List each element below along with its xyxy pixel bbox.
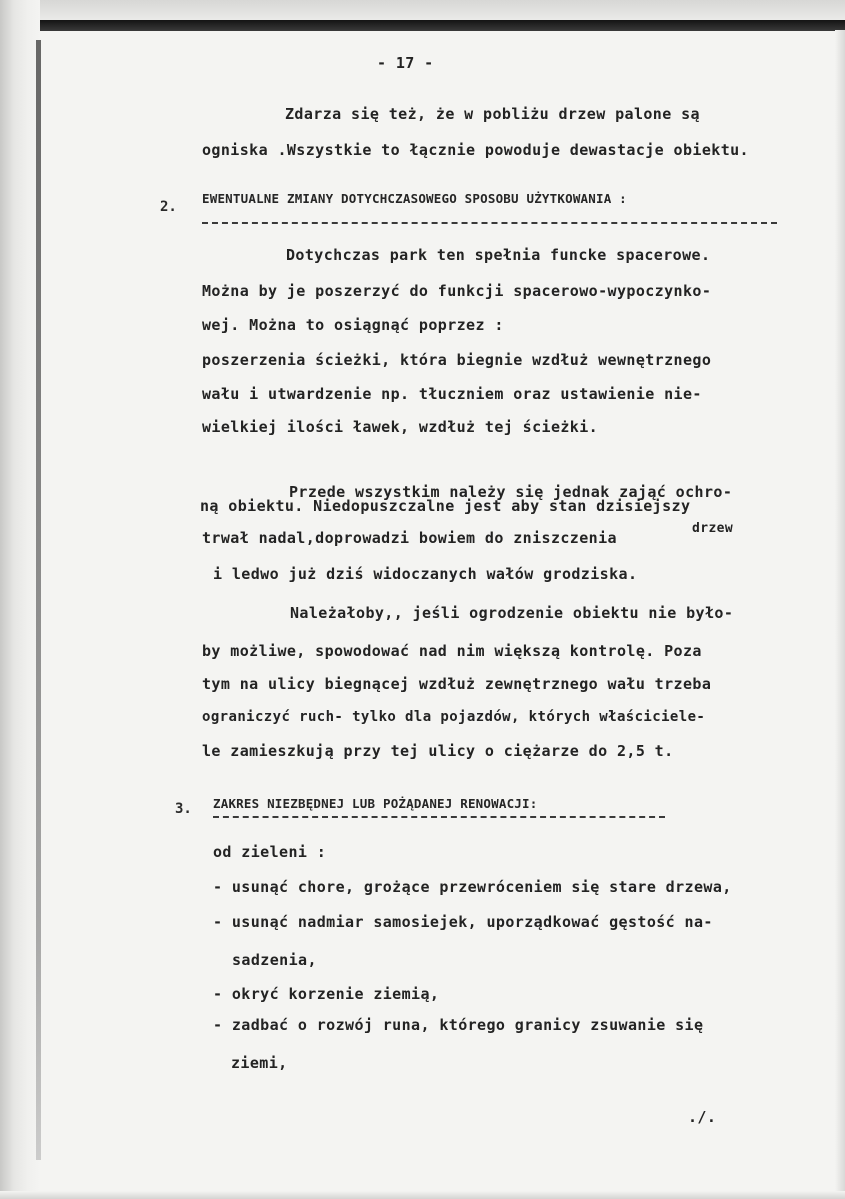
s2-p3-line-3: tym na ulicy biegnącej wzdłuż zewnętrznego wału trzeba: [202, 675, 712, 693]
s2-p1-line-3: wej. Można to osiągnąć poprzez :: [202, 316, 504, 334]
s2-p3-line-4: ograniczyć ruch- tylko dla pojazdów, których właściciele-: [202, 709, 706, 725]
s3-list-item: - usunąć nadmiar samosiejek, uporządkować gęstość na-: [213, 913, 713, 931]
scan-binding-shadow: [36, 40, 41, 1160]
s3-list-item-continuation: sadzenia,: [232, 951, 317, 969]
s2-p1-line-2: Można by je poszerzyć do funkcji spacerowo-wypoczynko-: [202, 282, 712, 300]
s2-p3-line-5: le zamieszkują przy tej ulicy o ciężarze do 2,5 t.: [202, 742, 674, 760]
s2-p2-line-3: trwał nadal,doprowadzi bowiem do zniszczenia: [202, 529, 617, 547]
intro-line-1: Zdarza się też, że w pobliżu drzew palone są: [285, 105, 700, 123]
scan-edge-bottom: [0, 1191, 845, 1199]
s3-list-item: - usunąć chore, grożące przewróceniem się stare drzewa,: [213, 878, 732, 896]
s3-list-item-continuation: ziemi,: [231, 1054, 288, 1072]
page-number: - 17 -: [377, 54, 434, 72]
scan-dark-band: [40, 20, 845, 31]
s2-p1-line-6: wielkiej ilości ławek, wzdłuż tej ścieżki.: [202, 418, 599, 436]
s2-p2-line-2: ną obiektu. Niedopuszczalne jest aby stan dzisiejszy: [200, 497, 691, 515]
scan-edge-right: [835, 30, 845, 1199]
section-3-heading: ZAKRES NIEZBĘDNEJ LUB POŻĄDANEJ RENOWACJI:: [213, 796, 538, 811]
s3-list-item: - okryć korzenie ziemią,: [213, 985, 440, 1003]
s3-list-item: - zadbać o rozwój runa, którego granicy zsuwanie się: [213, 1016, 704, 1034]
scan-edge-top: [0, 0, 845, 22]
section-3-heading-underline: [213, 816, 665, 818]
s2-p2-line-1: Przede wszystkim należy się jednak zająć ochro-: [289, 483, 733, 501]
section-2-heading-underline: [202, 222, 777, 224]
s2-p2-line-4: i ledwo już dziś widoczanych wałów grodziska.: [213, 565, 638, 583]
intro-line-2: ogniska .Wszystkie to łącznie powoduje dewastacje obiektu.: [202, 141, 749, 159]
s3-intro: od zieleni :: [213, 843, 327, 861]
section-2-heading: EWENTUALNE ZMIANY DOTYCHCZASOWEGO SPOSOBU UŻYTKOWANIA :: [202, 191, 627, 206]
section-3-number: 3.: [175, 801, 192, 817]
scan-edge-left: [0, 0, 40, 1199]
continuation-mark: ./.: [688, 1108, 717, 1126]
s2-p1-line-5: wału i utwardzenie np. tłuczniem oraz ustawienie nie-: [202, 385, 702, 403]
s2-p1-line-4: poszerzenia ścieżki, która biegnie wzdłuż wewnętrznego: [202, 351, 712, 369]
s2-p3-line-1: Należałoby,, jeśli ogrodzenie obiektu nie było-: [290, 604, 734, 622]
s2-p1-line-1: Dotychczas park ten spełnia funcke spacerowe.: [286, 246, 711, 264]
s2-p3-line-2: by możliwe, spowodować nad nim większą kontrolę. Poza: [202, 642, 702, 660]
s2-p2-insert-word: drzew: [692, 521, 734, 536]
section-2-number: 2.: [160, 199, 177, 215]
